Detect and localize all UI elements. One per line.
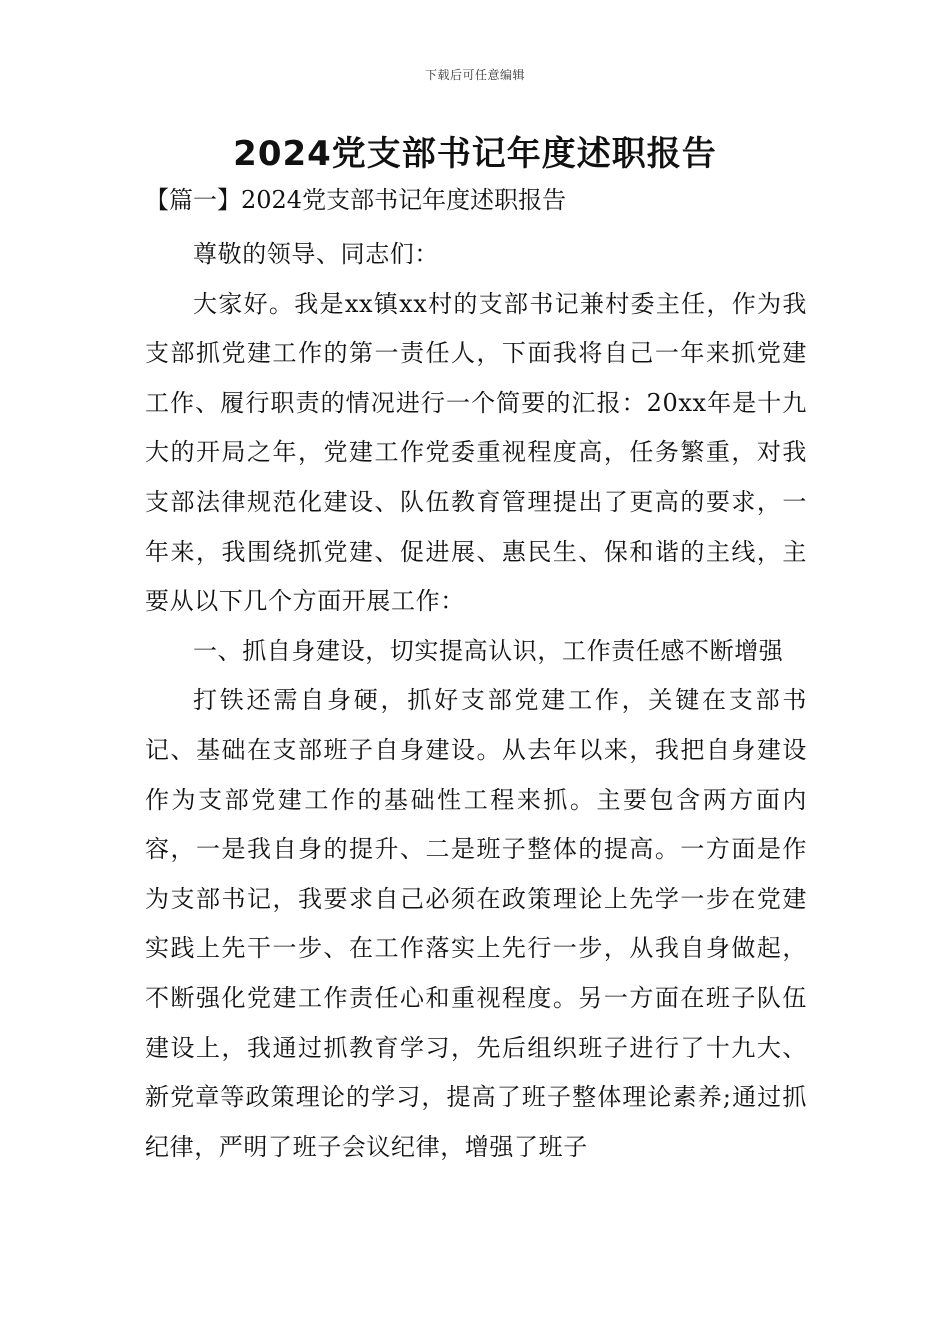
document-body	[145, 230, 807, 1172]
section-heading: 【篇一】2024党支部书记年度述职报告	[145, 186, 567, 214]
download-watermark: 下载后可任意编辑	[424, 68, 525, 82]
subheading-paragraph: 一、抓自身建设，切实提高认识，工作责任感不断增强	[193, 636, 784, 665]
intro-paragraph: 大家好。我是xx镇xx村的支部书记兼村委主任，作为我支部抓党建工作的第一责任人，下面我将自己一年来抓党建工作、履行职责的情况进行一个简要的汇报：20xx年是十九大的开局之年，党建工作党委重视程度高，任务繁重，对我支部法律规范化建设、队伍教育管理提出了更高的要求，一年来，我围绕抓党建、促进展、惠民生、保和谐的主线，主要从以下几个方面开展工作：	[145, 289, 807, 616]
body-paragraph: 打铁还需自身硬，抓好支部党建工作，关键在支部书记、基础在支部班子自身建设。从去年以来，我把自身建设作为支部党建工作的基础性工程来抓。主要包含两方面内容，一是我自身的提升、二是班子整体的提高。一方面是作为支部书记，我要求自己必须在政策理论上先学一步在党建实践上先干一步、在工作落实上先行一步，从我自身做起，不断强化党建工作责任心和重视程度。另一方面在班子队伍建设上，我通过抓教育学习，先后组织班子进行了十九大、新党章等政策理论的学习，提高了班子整体理论素养;通过抓纪律，严明了班子会议纪律，增强了班子	[145, 686, 807, 1161]
document-title: 2024党支部书记年度述职报告	[233, 134, 717, 174]
salutation-paragraph: 尊敬的领导、同志们：	[193, 240, 439, 268]
